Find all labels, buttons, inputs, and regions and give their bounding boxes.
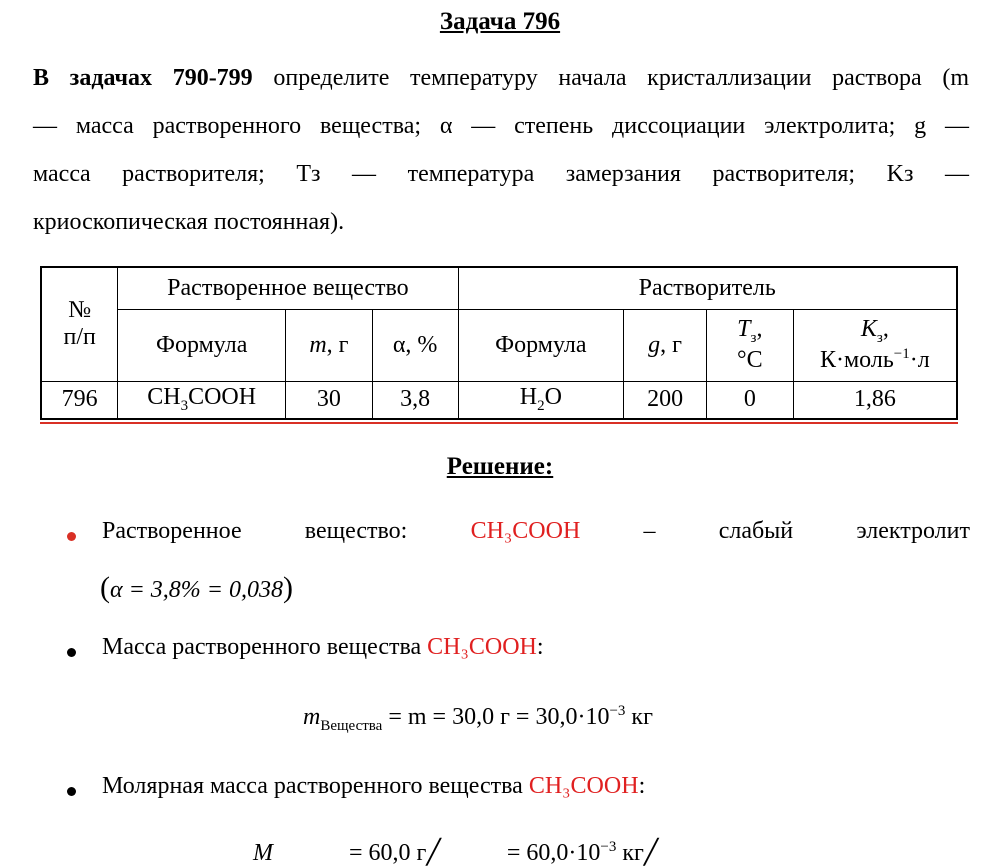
bullet-2 (60, 634, 970, 674)
problem-statement (33, 54, 969, 246)
header-number (41, 267, 118, 381)
b1-word: слабый (718, 518, 794, 544)
header-solvent-group: Растворитель (458, 267, 957, 309)
b1-word: – (643, 518, 656, 544)
intro-line-2: — масса растворенного вещества; α — степень диссоциации электролита; g — (33, 113, 969, 139)
header-K-unit-b: ·л (909, 347, 930, 374)
header-solute-group: Растворенное вещество (118, 267, 458, 309)
solvent-sub: 2 (537, 398, 545, 415)
b2-colon: : (536, 634, 544, 660)
bullet-1 (60, 518, 970, 558)
bullet-dot-icon (67, 648, 76, 657)
solute-b: COOH (188, 384, 257, 411)
header-K-unit-a: К·моль (819, 347, 894, 374)
b1-solute: CH₃COOH (470, 518, 581, 544)
intro-line-1 (33, 54, 969, 102)
header-alpha: α, % (372, 309, 458, 381)
header-solute-formula: Формула (118, 309, 286, 381)
b1-word: вещество: (304, 518, 408, 544)
mass-lhs-sub: Вещества (320, 717, 383, 734)
alpha-formula-text: α = 3,8% = 0,038 (110, 577, 283, 603)
intro-line-1-text: определите температуру начала кристаллизации раствора (m (273, 65, 970, 91)
b1-word: электролит (856, 518, 970, 544)
cell-freezing-temp: 0 (706, 381, 793, 419)
header-solvent-mass (624, 309, 707, 381)
solute-sub: 3 (180, 398, 189, 415)
bullet-3-text (102, 773, 970, 800)
b1-word: Растворенное (102, 518, 242, 544)
header-number-sign: № (68, 297, 92, 324)
table-underline (40, 422, 958, 424)
mass-rhs: = m = 30,0 г = 30,0·10 (388, 704, 610, 730)
mass-exp: −3 (609, 703, 626, 719)
header-mass-symbol: m (309, 331, 327, 358)
intro-line-4: криоскопическая постоянная). (33, 209, 345, 235)
mass-lhs: m (303, 704, 321, 730)
b3-text: Молярная масса растворенного вещества (102, 773, 523, 799)
intro-line-3: массa растворителя; Tз — температура замерзания растворителя; Kз — (33, 161, 969, 187)
cell-cryoscopic-const: 1,86 (793, 381, 957, 419)
molar-mass-formula: M = 60,0 г╱ = $60,0\cdot 10^{-3}$ кг╱ (253, 839, 659, 866)
header-cryoscopic-const: $K_з$, К·моль$^{-1}$·л (793, 309, 957, 381)
problem-title: Задача 796 (439, 8, 561, 35)
bullet-dot-icon (67, 787, 76, 796)
cell-solute-formula (118, 381, 286, 419)
b2-text: Масса растворенного вещества (102, 634, 422, 660)
mass-formula (303, 703, 653, 735)
b3-solute: CH₃COOH (528, 773, 639, 799)
cell-number: 796 (41, 381, 118, 419)
alpha-formula: (α = 3,8% = 0,038) (100, 571, 293, 604)
header-freezing-temp: $T_з$, °С (706, 309, 793, 381)
cell-alpha: 3,8 (372, 381, 458, 419)
header-K-symbol: K (860, 315, 877, 342)
header-mass (286, 309, 373, 381)
bullet-1-text (102, 518, 970, 545)
header-solvent-formula: Формула (458, 309, 624, 381)
solution-title: Решение: (446, 453, 554, 480)
b3-colon: : (638, 773, 646, 799)
header-T-sub: з (750, 329, 757, 346)
solvent-b: O (544, 384, 562, 411)
header-g-symbol: g (648, 331, 661, 358)
molar-unit2: кг (622, 840, 644, 866)
cell-mass: 30 (286, 381, 373, 419)
solute-a: CH (147, 384, 181, 411)
b2-solute: CH₃COOH (427, 634, 537, 660)
molar-unit1: г (416, 840, 427, 866)
bullet-dot-icon (67, 532, 76, 541)
molar-rhs1: = 60,0 (349, 840, 411, 866)
solvent-a: H (519, 384, 538, 411)
header-K-sub: з (876, 329, 883, 346)
header-K-unit-sup: −1 (893, 346, 910, 363)
cell-solvent-formula (458, 381, 624, 419)
molar-lhs: M (253, 840, 273, 866)
header-g-unit: , г (660, 331, 682, 358)
header-T-unit: °С (737, 346, 763, 373)
bullet-3 (60, 773, 970, 813)
header-T-symbol: T (737, 316, 751, 343)
bullet-2-text (102, 634, 970, 661)
data-table (40, 266, 958, 420)
molar-exp: −3 (600, 839, 617, 855)
intro-bold: В задачах 790-799 (33, 65, 253, 91)
table-row (41, 381, 957, 419)
header-mass-unit: , г (326, 331, 349, 358)
cell-solvent-mass: 200 (624, 381, 707, 419)
molar-rhs2: = 60,0·10 (506, 840, 601, 866)
header-number-label: п/п (63, 324, 96, 351)
mass-unit: кг (631, 704, 653, 730)
